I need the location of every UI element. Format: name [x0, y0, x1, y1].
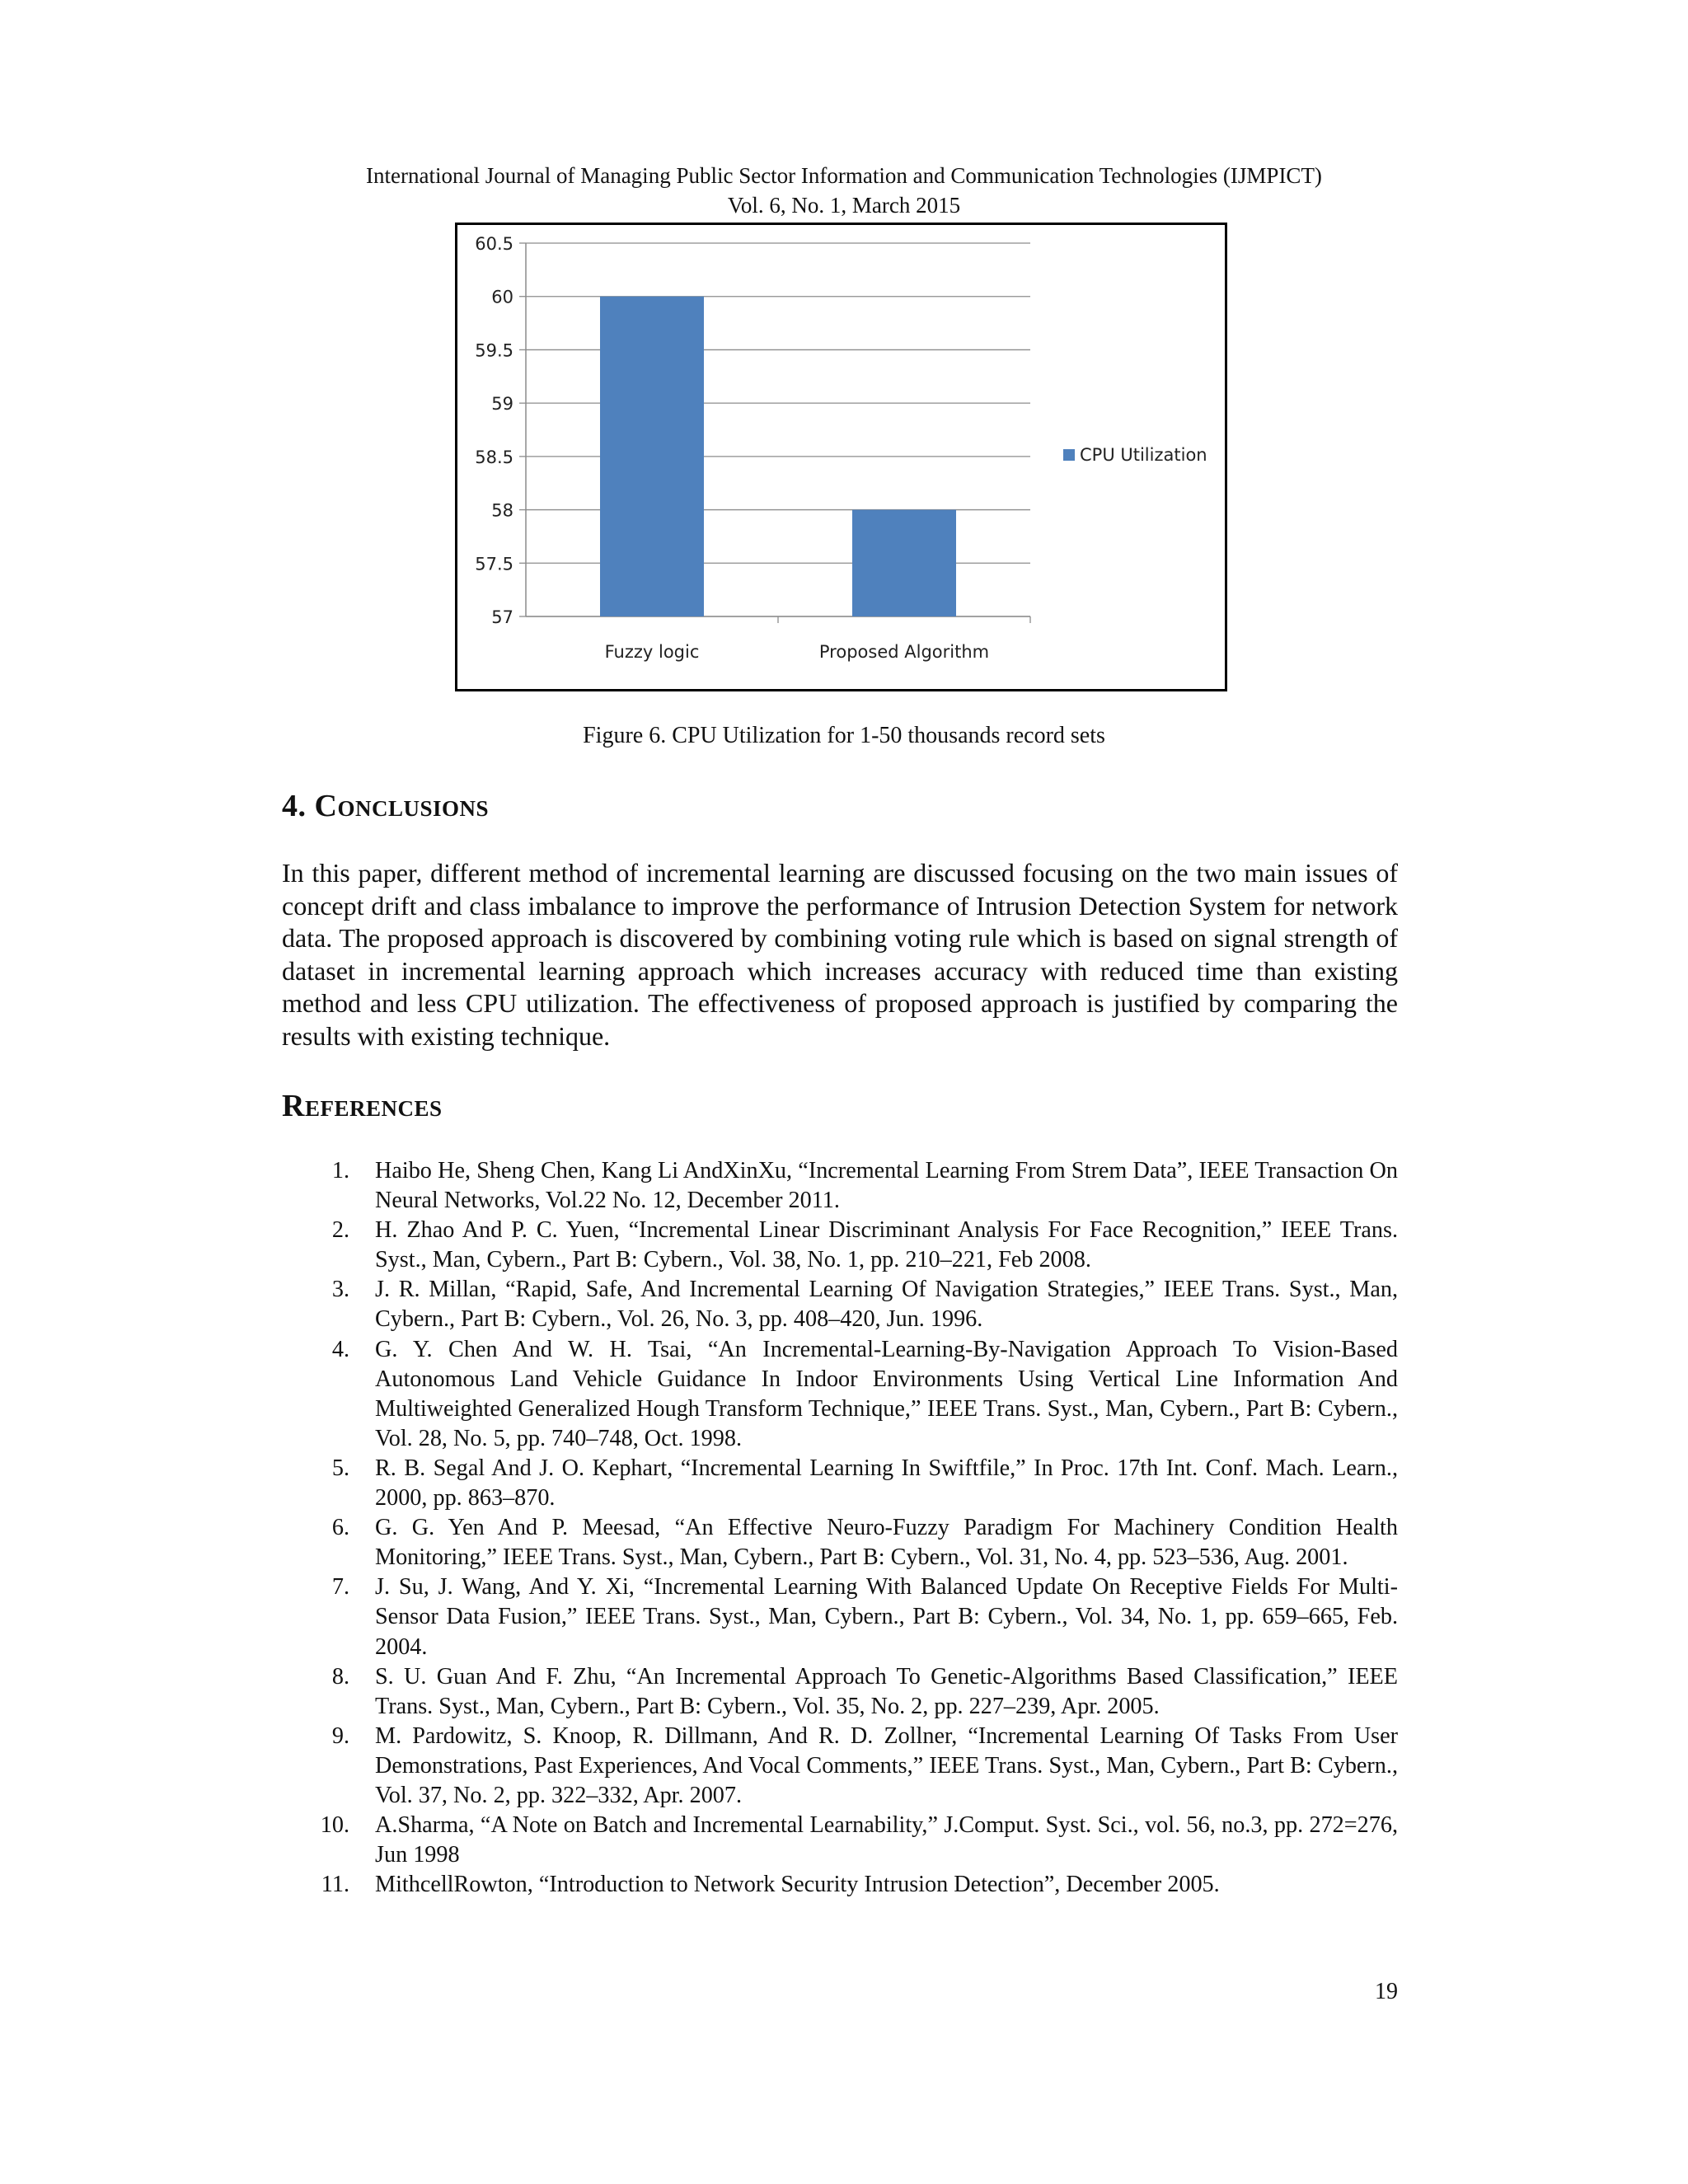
reference-text: S. U. Guan And F. Zhu, “An Incremental Approach To Genetic-Algorithms Based Classification,” IEEE Trans. Syst., Man, Cybern., Part B: Cybern., Vol. 35, No. 2, pp. 227–239, Apr. 2005.	[375, 1663, 1398, 1719]
legend-label: CPU Utilization	[1080, 445, 1207, 465]
chart-canvas	[457, 225, 1225, 689]
reference-item	[282, 1513, 1398, 1572]
running-header	[0, 161, 1688, 220]
journal-title: International Journal of Managing Public Sector Information and Communication Technologies (IJMPICT)	[366, 163, 1322, 188]
reference-item	[282, 1454, 1398, 1513]
reference-number: 11.	[321, 1872, 349, 1898]
bar	[852, 510, 956, 616]
conclusions-heading	[282, 788, 489, 824]
cpu-utilization-chart	[455, 223, 1227, 691]
reference-text: M. Pardowitz, S. Knoop, R. Dillmann, And R. D. Zollner, “Incremental Learning Of Tasks From User Demonstrations, Past Experiences, And Vocal Comments,” IEEE Trans. Syst., Man, Cybern., Part B: Cybern., Vol. 37, No. 2, pp. 322–332, Apr. 2007.	[375, 1722, 1398, 1808]
conclusions-paragraph: In this paper, different method of incremental learning are discussed focusing on the two main issues of concept drift and class imbalance to improve the performance of Intrusion Detection System for network data. The proposed approach is discovered by combining voting rule which is based on signal strength of dataset in incremental learning approach which increases accuracy with reduced time than existing method and less CPU utilization. The effectiveness of proposed approach is justified by comparing the results with existing technique.	[282, 858, 1398, 1051]
y-tick-label: 57	[491, 607, 513, 627]
reference-text: J. Su, J. Wang, And Y. Xi, “Incremental Learning With Balanced Update On Receptive Fields For Multi-Sensor Data Fusion,” IEEE Trans. Syst., Man, Cybern., Part B: Cybern., Vol. 34, No. 1, pp. 659–665, Feb. 2004.	[375, 1574, 1398, 1660]
reference-item	[282, 1216, 1398, 1275]
reference-number: 1.	[331, 1158, 349, 1183]
reference-number: 6.	[331, 1515, 349, 1541]
reference-text: G. Y. Chen And W. H. Tsai, “An Incremental-Learning-By-Navigation Approach To Vision-Based Autonomous Land Vehicle Guidance In Indoor Environments Using Vertical Line Information And Multiweighted Generalized Hough Transform Technique,” IEEE Trans. Syst., Man, Cybern., Part B: Cybern., Vol. 28, No. 5, pp. 740–748, Oct. 1998.	[375, 1336, 1398, 1451]
figure-caption: Figure 6. CPU Utilization for 1-50 thousands record sets	[583, 723, 1105, 748]
y-tick-label: 58	[491, 500, 513, 521]
reference-number: 5.	[331, 1455, 349, 1481]
reference-text: MithcellRowton, “Introduction to Network Security Intrusion Detection”, December 2005.	[375, 1872, 1220, 1898]
reference-item	[282, 1870, 1398, 1900]
reference-item	[282, 1275, 1398, 1334]
reference-number: 8.	[331, 1663, 349, 1690]
journal-volume: Vol. 6, No. 1, March 2015	[727, 193, 961, 218]
y-tick-label: 58.5	[475, 447, 513, 467]
conclusions-title: Conclusions	[314, 789, 489, 823]
x-tick-label: Proposed Algorithm	[818, 642, 990, 662]
reference-text: J. R. Millan, “Rapid, Safe, And Incremental Learning Of Navigation Strategies,” IEEE Trans. Syst., Man, Cybern., Part B: Cybern., Vol. 26, No. 3, pp. 408–420, Jun. 1996.	[375, 1277, 1398, 1333]
reference-number: 3.	[331, 1277, 349, 1303]
reference-number: 7.	[331, 1574, 349, 1601]
y-tick-label: 59.5	[475, 340, 513, 361]
reference-number: 10.	[320, 1812, 349, 1839]
reference-item	[282, 1662, 1398, 1722]
y-tick-label: 57.5	[475, 554, 513, 574]
y-tick-label: 60	[491, 287, 513, 307]
reference-item	[282, 1156, 1398, 1216]
reference-number: 2.	[331, 1217, 349, 1244]
page-number: 19	[1375, 1979, 1398, 2004]
reference-item	[282, 1335, 1398, 1454]
reference-item	[282, 1572, 1398, 1661]
references-title: References	[282, 1089, 443, 1123]
reference-text: R. B. Segal And J. O. Kephart, “Incremental Learning In Swiftfile,” In Proc. 17th Int. Conf. Mach. Learn., 2000, pp. 863–870.	[375, 1455, 1398, 1511]
reference-list	[282, 1156, 1398, 1900]
reference-text: H. Zhao And P. C. Yuen, “Incremental Linear Discriminant Analysis For Face Recognition,” IEEE Trans. Syst., Man, Cybern., Part B: Cybern., Vol. 38, No. 1, pp. 210–221, Feb 2008.	[375, 1217, 1398, 1273]
y-tick-label: 59	[491, 394, 513, 415]
reference-text: A.Sharma, “A Note on Batch and Incremental Learnability,” J.Comput. Syst. Sci., vol. 56, no.3, pp. 272=276, Jun 1998	[375, 1812, 1398, 1868]
legend-swatch	[1063, 449, 1075, 461]
reference-text: G. G. Yen And P. Meesad, “An Effective Neuro-Fuzzy Paradigm For Machinery Condition Health Monitoring,” IEEE Trans. Syst., Man, Cybern., Part B: Cybern., Vol. 31, No. 4, pp. 523–536, Aug. 2001.	[375, 1515, 1398, 1571]
conclusions-number: 4.	[282, 789, 307, 823]
y-tick-label: 60.5	[475, 234, 513, 254]
x-tick-label: Fuzzy logic	[604, 642, 700, 662]
reference-item	[282, 1722, 1398, 1811]
reference-item	[282, 1811, 1398, 1870]
reference-number: 4.	[331, 1336, 349, 1362]
bar	[600, 297, 704, 616]
references-heading	[282, 1088, 442, 1124]
reference-text: Haibo He, Sheng Chen, Kang Li AndXinXu, “Incremental Learning From Strem Data”, IEEE Transaction On Neural Networks, Vol.22 No. 12, December 2011.	[375, 1158, 1398, 1214]
reference-number: 9.	[331, 1722, 349, 1749]
